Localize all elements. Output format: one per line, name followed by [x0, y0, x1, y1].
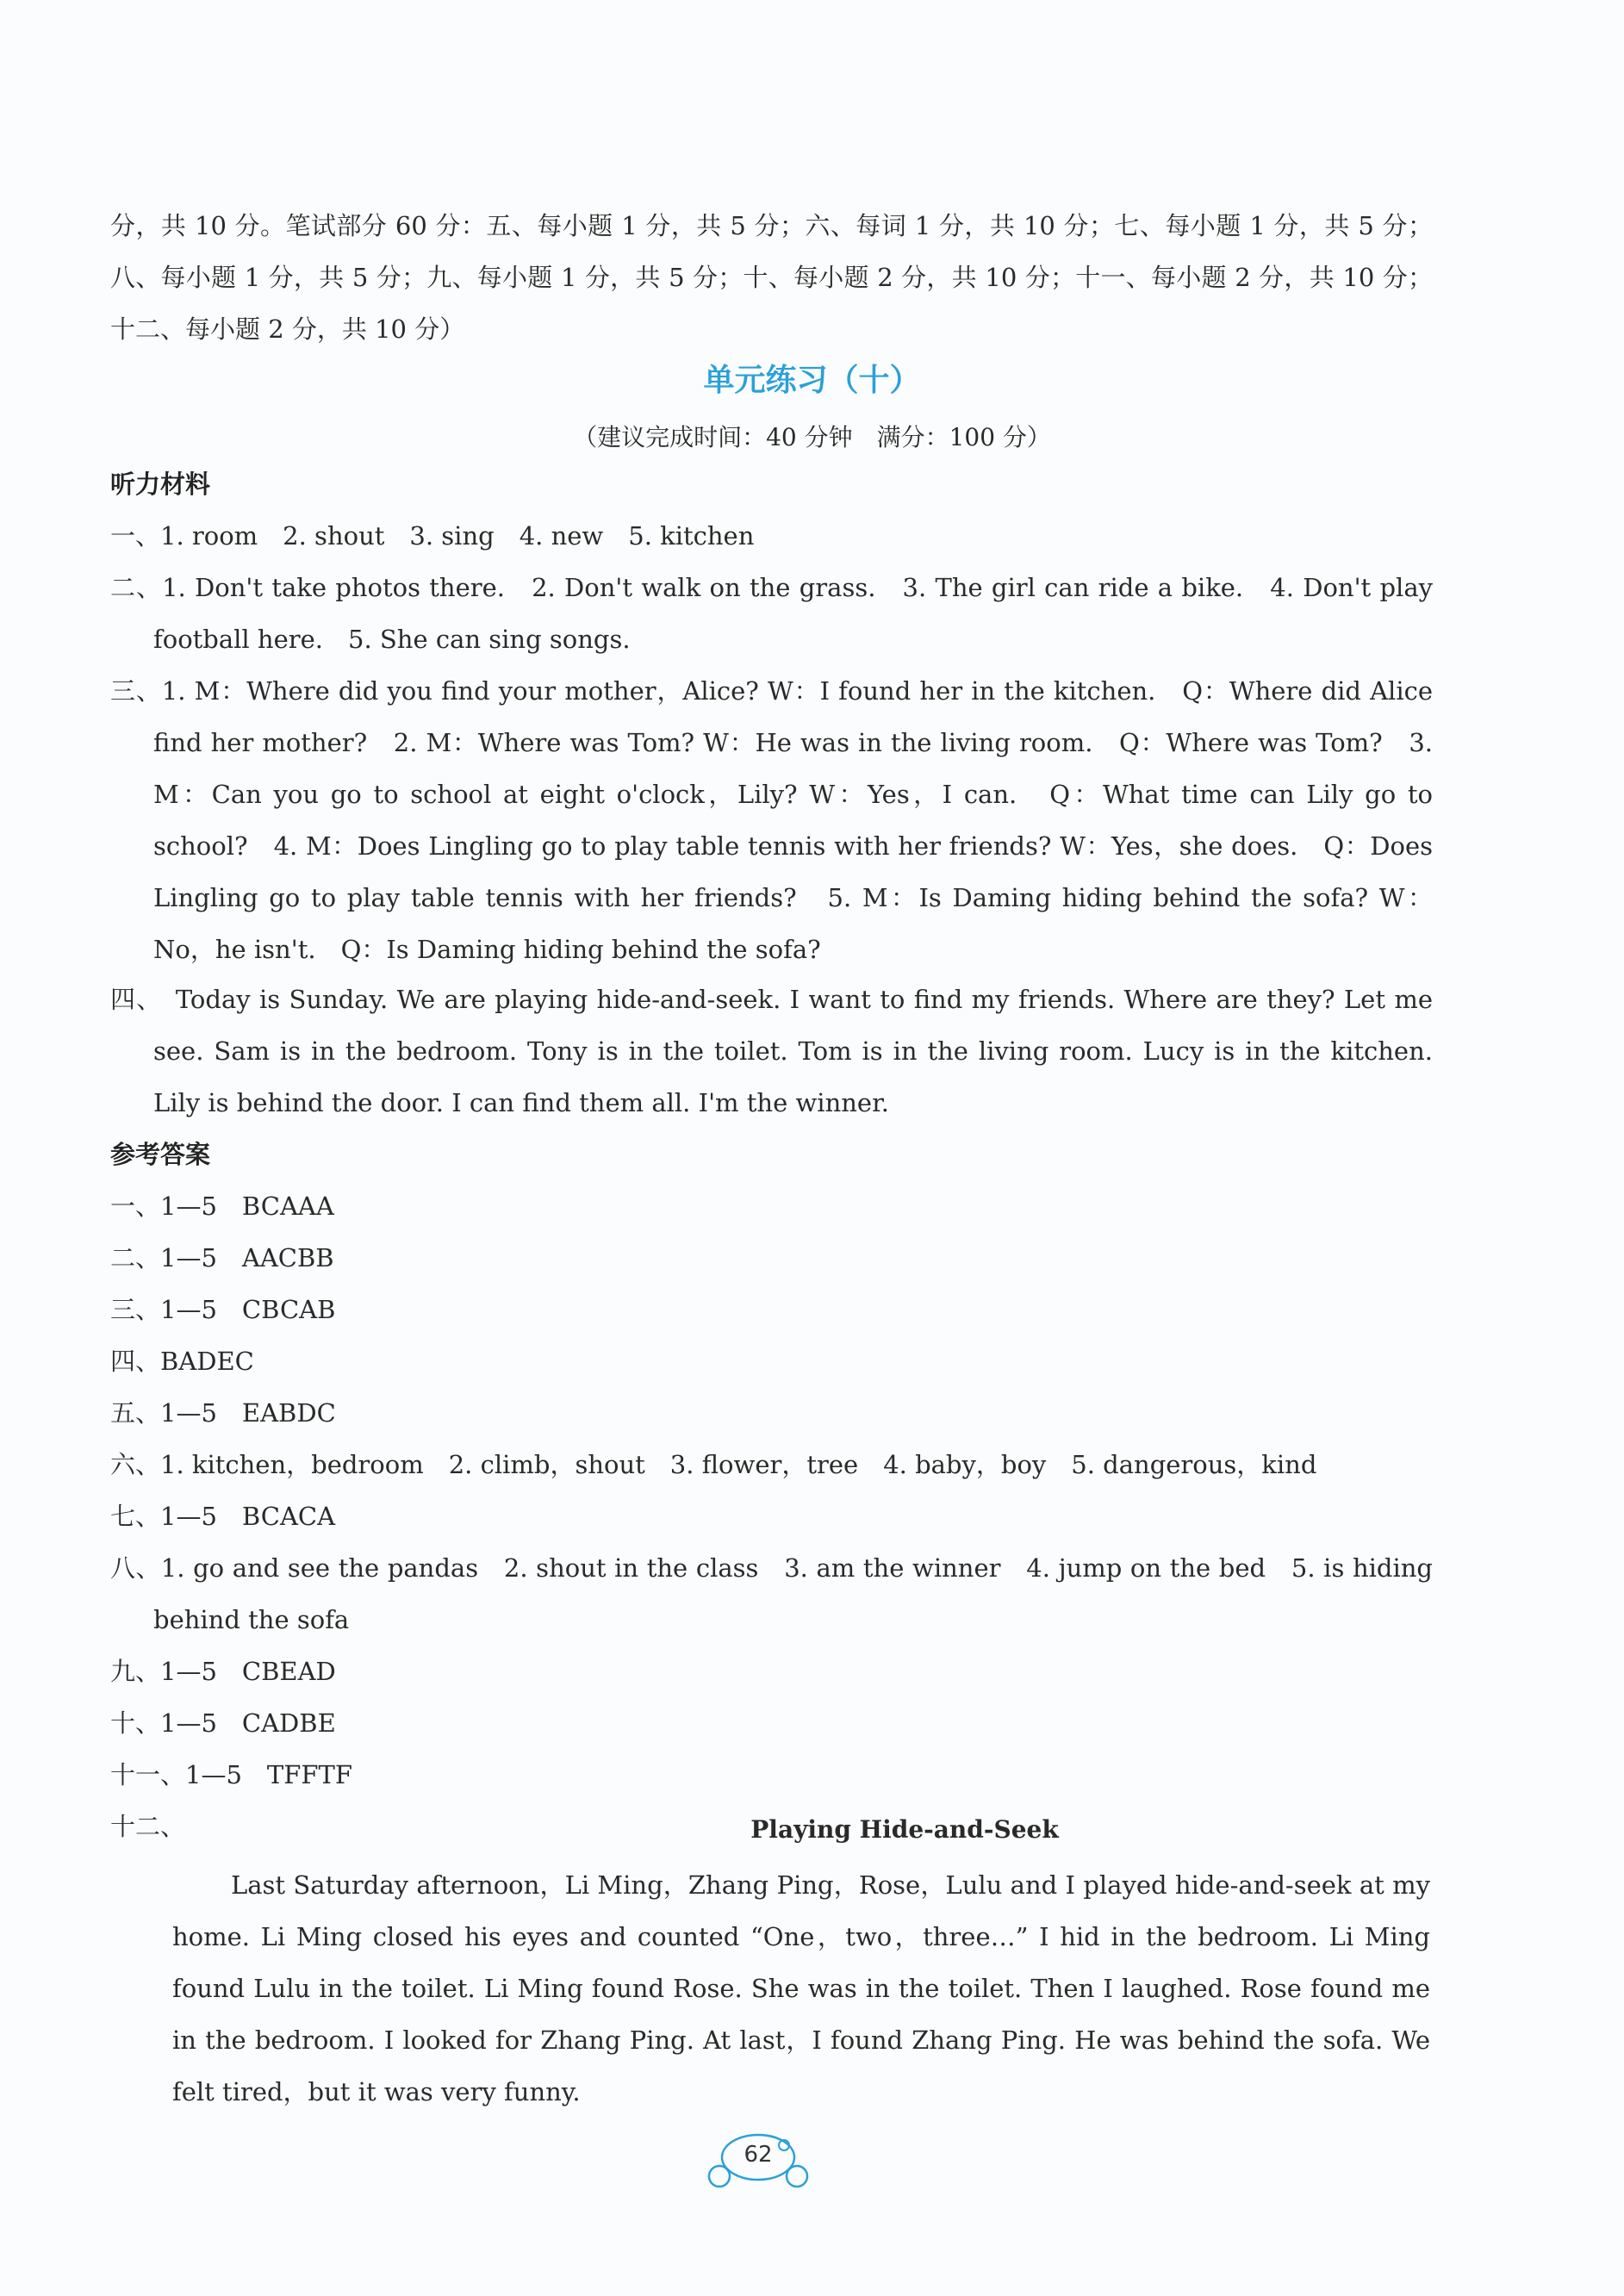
- unit-title: 单元练习（十）: [703, 363, 921, 398]
- answer-2: 二、1—5 AACBB: [110, 1243, 334, 1272]
- intro-text: 分，共 10 分。笔试部分 60 分：五、每小题 1 分，共 5 分；六、每词 1 分，共 10 分；七、每小题 1 分，共 5 分；八、每小题 1 分，共 5 分；九、每小题 1 分，共 5 分；十、每小题 2 分，共 10 分；十一、每小题 2 分，共 10 分；十二、每小题 2 分，共 10 分）: [110, 211, 1433, 344]
- essay-body: Last Saturday afternoon，Li Ming，Zhang Ping，Rose，Lulu and I played hide-and-seek at my home. Li Ming closed his eyes and counted “One，two，three…” I hid in the bedroom. Li Ming found Lulu in the toilet. Li Ming found Rose. She was in the toilet. Then I laughed. Rose found me in the bedroom. I looked for Zhang Ping. At last，I found Zhang Ping. He was behind the sofa. We felt tired，but it was very funny.: [172, 1870, 1430, 2106]
- answer-7: 七、1—5 BCACA: [110, 1502, 336, 1531]
- page-number-badge: [702, 2126, 814, 2195]
- answer-11: 十一、1—5 TFFTF: [110, 1760, 352, 1789]
- listening-q2: 二、1. Don't take photos there. 2. Don't walk on the grass. 3. The girl can ride a bike. 4. Don't play football here. 5. She can sing songs.: [110, 573, 1433, 654]
- answer-8: 八、1. go and see the pandas 2. shout in the class 3. am the winner 4. jump on the bed 5. is hiding behind the sofa: [110, 1553, 1433, 1634]
- listening-q3: 三、1. M：Where did you find your mother，Alice? W：I found her in the kitchen. Q：Where did Alice find her mother? 2. M：Where was Tom? W：He was in the living room. Q：Where was Tom? 3. M：Can you go to school at eight o'clock，Lily? W：Yes，I can. Q：What time can Lily go to school? 4. M：Does Lingling go to play table tennis with her friends? W：Yes，she does. Q：Does Lingling go to play table tennis with her friends? 5. M：Is Daming hiding behind the sofa? W：No，he isn't. Q：Is Daming hiding behind the sofa?: [110, 676, 1433, 964]
- answer-5: 五、1—5 EABDC: [110, 1398, 336, 1428]
- unit-subtitle: （建议完成时间：40 分钟 满分：100 分）: [573, 423, 1051, 451]
- answer-4: 四、BADEC: [110, 1347, 254, 1376]
- listening-q4: 四、 Today is Sunday. We are playing hide-and-seek. I want to find my friends. Where are they? Let me see. Sam is in the bedroom. Tony is in the toilet. Tom is in the living room. Lucy is in the kitchen. Lily is behind the door. I can find them all. I'm the winner.: [110, 985, 1433, 1117]
- answer-9: 九、1—5 CBEAD: [110, 1657, 336, 1686]
- answer-3: 三、1—5 CBCAB: [110, 1295, 336, 1324]
- essay-title: Playing Hide-and-Seek: [750, 1815, 1059, 1844]
- answer-10: 十、1—5 CADBE: [110, 1708, 336, 1738]
- answer-6: 六、1. kitchen，bedroom 2. climb，shout 3. flower，tree 4. baby，boy 5. dangerous，kind: [110, 1450, 1317, 1479]
- answers-heading: 参考答案: [110, 1140, 211, 1169]
- answer-12: 十二、: [110, 1812, 186, 1841]
- page-number: 62: [744, 2142, 773, 2168]
- answer-1: 一、1—5 BCAAA: [110, 1192, 334, 1221]
- listening-heading: 听力材料: [110, 470, 211, 499]
- listening-q1: 一、1. room 2. shout 3. sing 4. new 5. kitchen: [110, 521, 755, 551]
